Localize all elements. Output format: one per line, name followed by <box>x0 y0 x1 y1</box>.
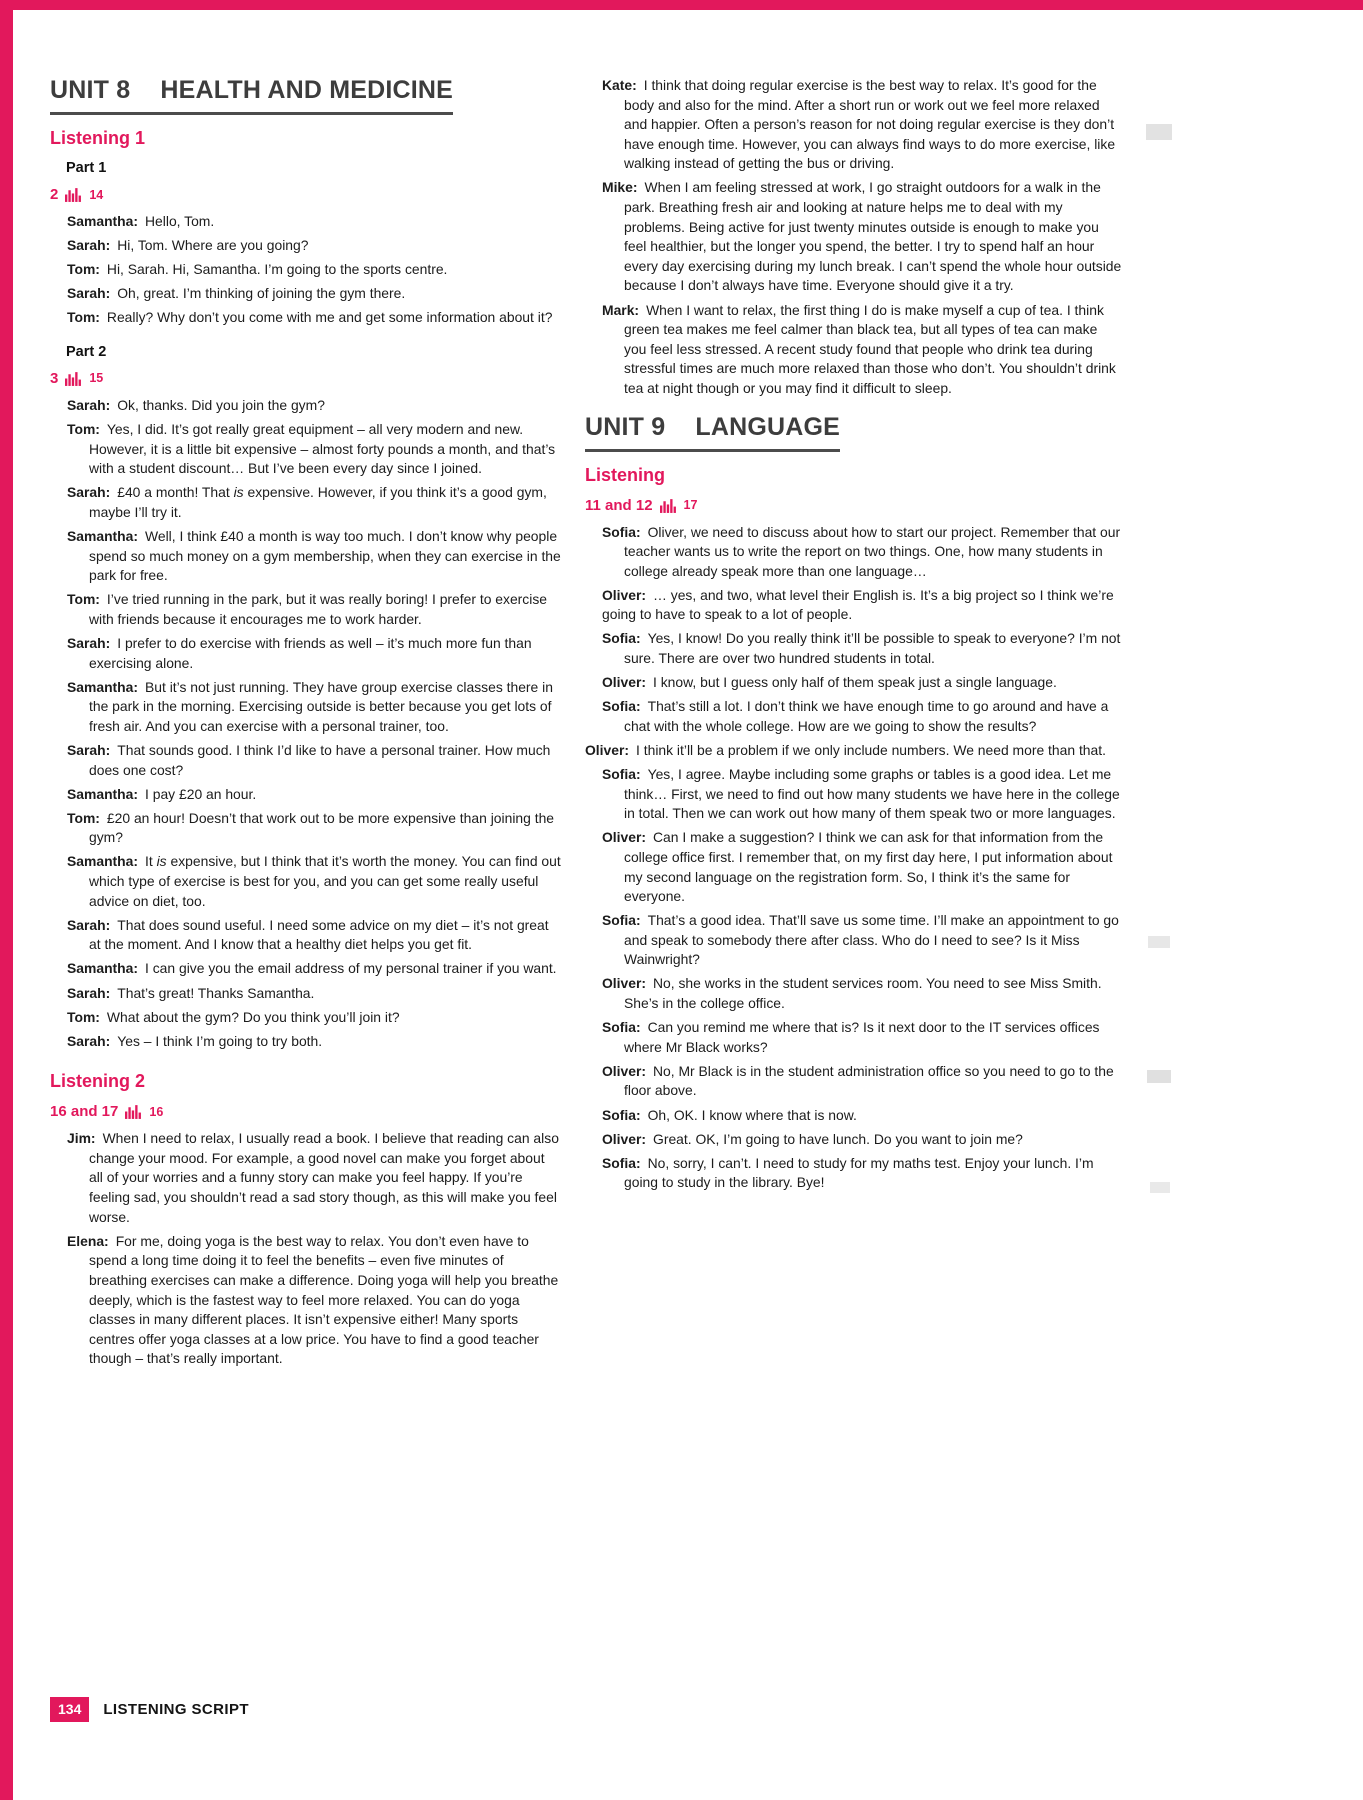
dialogue-line <box>67 741 562 780</box>
listening-heading: Listening 2 <box>50 1071 146 1092</box>
speaker-name: Oliver: <box>602 674 647 691</box>
dialogue-line <box>67 212 562 232</box>
dialogue-text: When I need to relax, I usually read a book. I believe that reading can also change your mood. For example, a good novel can make you forget about all of your worries and a funny story can make you feel happy. If you’re feeling sad, you shouldn’t read a sad story though, as this will make you feel worse. <box>89 1130 559 1225</box>
speaker-name: Samantha: <box>67 213 139 229</box>
dialogue-text: Hi, Sarah. Hi, Samantha. I’m going to the sports centre. <box>106 261 448 278</box>
speaker-name: Sarah: <box>67 237 111 254</box>
dialogue-line <box>602 301 1122 399</box>
dialogue-line <box>67 590 562 629</box>
speaker-name: Sofia: <box>602 630 641 647</box>
dialogue-text: I pay £20 an hour. <box>145 785 257 802</box>
dialogue-text: When I want to relax, the first thing I do is make myself a cup of tea. I think green tea makes me feel calmer than black tea, but all types of tea can make you feel less stressed. A recent study found that people who drink tea during stressful times are much more relaxed than those who don’t. You shouldn’t drink tea at night though or you may find it difficult to sleep. <box>624 301 1116 396</box>
dialogue-line <box>67 483 562 522</box>
dialogue-line <box>67 308 562 328</box>
dialogue-text: £40 a month! That is expensive. However, if you think it’s a good gym, maybe I’ll try it. <box>89 484 547 520</box>
speaker-name: Tom: <box>67 261 100 278</box>
exercise-number: 3 <box>50 369 59 387</box>
dialogue-line <box>67 678 562 737</box>
dialogue-line <box>602 1018 1122 1057</box>
dialogue-text: Oh, OK. I know where that is now. <box>647 1106 857 1123</box>
speaker-name: Sarah: <box>67 635 111 651</box>
dialogue-line <box>67 809 562 848</box>
speaker-name: Samantha: <box>67 960 139 977</box>
dialogue-line <box>602 1154 1122 1193</box>
page-edge-left-bar <box>0 0 13 1800</box>
audio-track-row <box>50 186 562 203</box>
speaker-name: Sofia: <box>602 698 641 715</box>
dialogue-line <box>602 697 1122 736</box>
speaker-name: Oliver: <box>585 741 630 758</box>
dialogue-text: I think it’ll be a problem if we only include numbers. We need more than that. <box>636 741 1106 758</box>
speaker-name: Sarah: <box>67 1032 111 1049</box>
dialogue-line <box>67 284 562 304</box>
speaker-name: Samantha: <box>67 785 139 802</box>
dialogue-line <box>67 959 562 979</box>
dialogue-line <box>602 586 1122 625</box>
speaker-name: Sarah: <box>67 484 111 501</box>
unit-heading <box>585 413 840 452</box>
dialogue-text: That does sound useful. I need some advice on my diet – it’s not great at the moment. And I know that a healthy diet helps you get fit. <box>89 916 549 953</box>
listening-heading: Listening <box>585 464 665 485</box>
dialogue-line <box>67 916 562 955</box>
dialogue-line <box>602 974 1122 1013</box>
speaker-name: Sarah: <box>67 984 111 1001</box>
dialogue-text: But it’s not just running. They have group exercise classes there in the park in the morning. Exercising outside is better because you get lots of fresh air. And you can exercise with a personal trainer, too. <box>89 678 553 734</box>
dialogue-text: Can I make a suggestion? I think we can ask for that information from the college office first. I remember that, on my first day here, I put information about my second language on the registration form. So, I think it’s the same for everyone. <box>624 829 1113 905</box>
dialogue-text: Really? Why don’t you come with me and get some information about it? <box>106 309 553 326</box>
speaker-name: Sofia: <box>602 1019 641 1036</box>
dialogue-line <box>602 1106 1122 1126</box>
footer-section-label: LISTENING SCRIPT <box>103 1700 249 1718</box>
audio-bars-icon <box>125 1104 142 1119</box>
audio-bars-icon <box>660 498 677 513</box>
speaker-name: Sarah: <box>67 396 111 413</box>
unit-number: UNIT 9 <box>585 412 666 441</box>
part-heading: Part 1 <box>66 160 107 176</box>
page-number-badge: 134 <box>50 1697 89 1722</box>
dialogue-text: No, she works in the student services room. You need to see Miss Smith. She’s in the college office. <box>624 975 1102 1012</box>
dialogue-line <box>602 911 1122 970</box>
dialogue-text: … yes, and two, what level their English is. It’s a big project so I think we’re going to have to speak to a lot of people. <box>602 586 1114 623</box>
dialogue-line <box>67 1232 562 1369</box>
speaker-name: Sofia: <box>602 912 641 929</box>
dialogue-text: Ok, thanks. Did you join the gym? <box>117 396 325 413</box>
audio-track-row <box>50 1103 562 1120</box>
dialogue-text: I prefer to do exercise with friends as well – it’s much more fun than exercising alone. <box>89 635 532 671</box>
audio-bars-icon <box>65 187 82 202</box>
dialogue-line <box>67 785 562 805</box>
dialogue-line <box>585 741 1122 761</box>
dialogue-line <box>67 984 562 1004</box>
speaker-name: Mike: <box>602 179 638 196</box>
dialogue-text: No, Mr Black is in the student administration office so you need to go to the floor above. <box>624 1062 1114 1099</box>
speaker-name: Tom: <box>67 809 100 826</box>
speaker-name: Sofia: <box>602 1106 641 1123</box>
dialogue-line <box>67 634 562 673</box>
dialogue-line <box>67 527 562 586</box>
dialogue-text: That’s a good idea. That’ll save us some time. I’ll make an appointment to go and speak to somebody there after class. Who do I need to see? Is it Miss Wainwright? <box>624 912 1119 968</box>
dialogue-text: Yes, I did. It’s got really great equipment – all very modern and new. However, it is a little bit expensive – almost forty pounds a month, and that’s with a student discount… But I’ve been every day since I joined. <box>89 421 556 477</box>
speaker-name: Tom: <box>67 591 100 608</box>
dialogue-line <box>67 236 562 256</box>
dialogue-line <box>67 420 562 479</box>
dialogue-text: That’s great! Thanks Samantha. <box>117 984 315 1001</box>
dialogue-line <box>602 523 1122 582</box>
speaker-name: Tom: <box>67 421 100 438</box>
exercise-number: 16 and 17 <box>50 1103 119 1121</box>
dialogue-text: Great. OK, I’m going to have lunch. Do you want to join me? <box>653 1130 1023 1147</box>
dialogue-text: That sounds good. I think I’d like to have a personal trainer. How much does one cost? <box>89 741 551 778</box>
dialogue-line <box>67 396 562 416</box>
dialogue-line <box>67 260 562 280</box>
track-number: 16 <box>149 1104 164 1119</box>
speaker-name: Sarah: <box>67 916 111 933</box>
dialogue-line <box>67 1008 562 1028</box>
speaker-name: Jim: <box>67 1130 96 1147</box>
speaker-name: Tom: <box>67 309 100 326</box>
part-heading: Part 2 <box>66 343 107 360</box>
dialogue-text: I know, but I guess only half of them speak just a single language. <box>653 674 1057 691</box>
scan-artifact <box>1147 1070 1171 1083</box>
speaker-name: Sofia: <box>602 766 641 783</box>
speaker-name: Samantha: <box>67 853 139 870</box>
dialogue-line <box>67 1129 562 1227</box>
dialogue-text: Hi, Tom. Where are you going? <box>117 237 309 254</box>
dialogue-text: Yes, I agree. Maybe including some graphs or tables is a good idea. Let me think… First, we need to find out how many students we have here in the college in total. Then we can work out how many of them speak two or more languages. <box>624 766 1120 822</box>
speaker-name: Oliver: <box>602 829 647 846</box>
speaker-name: Samantha: <box>67 528 139 545</box>
dialogue-line <box>602 76 1122 174</box>
unit-heading <box>50 76 453 115</box>
page-footer <box>50 1697 249 1722</box>
dialogue-line <box>602 178 1122 296</box>
dialogue-text: Oliver, we need to discuss about how to start our project. Remember that our teacher wants us to write the report on two things. One, how many students in college already speak more than one language… <box>624 523 1121 579</box>
dialogue-text: Oh, great. I’m thinking of joining the gym there. <box>117 285 406 302</box>
track-number: 15 <box>89 371 104 386</box>
dialogue-text: I think that doing regular exercise is the best way to relax. It’s good for the body and also for the mind. After a short run or work out we feel more relaxed and happier. Often a person’s reason for not doing regular exercise is they don’t have enough time. However, you can always find ways to do more exercise, like walking instead of getting the bus or driving. <box>624 77 1116 172</box>
track-number: 14 <box>89 187 104 202</box>
dialogue-text: For me, doing yoga is the best way to relax. You don’t even have to spend a long time doing it to feel the benefits – even five minutes of breathing exercises can make a difference. Doing yoga will help you breathe deeply, which is the fastest way to feel more relaxed. You can do yoga classes in many different places. It isn’t expensive either! Many sports centres offer yoga classes at a low price. You have to find a good teacher though – that’s really important. <box>89 1232 559 1367</box>
dialogue-text: I can give you the email address of my personal trainer if you want. <box>145 960 557 977</box>
dialogue-line <box>602 629 1122 668</box>
audio-track-row <box>50 370 562 387</box>
speaker-name: Sofia: <box>602 1154 641 1171</box>
dialogue-text: £20 an hour! Doesn’t that work out to be more expensive than joining the gym? <box>89 809 555 846</box>
dialogue-text: Yes, I know! Do you really think it’ll be possible to speak to everyone? I’m not sure. There are over two hundred students in total. <box>624 630 1121 667</box>
speaker-name: Tom: <box>67 1008 100 1025</box>
audio-track-row <box>585 497 1122 514</box>
speaker-name: Mark: <box>602 301 640 318</box>
scan-artifact <box>1146 124 1172 140</box>
dialogue-text: Well, I think £40 a month is way too much. I don’t know why people spend so much money on a gym membership, when they can exercise in the park for free. <box>89 528 561 584</box>
speaker-name: Oliver: <box>602 1062 647 1079</box>
speaker-name: Kate: <box>602 77 637 93</box>
speaker-name: Samantha: <box>67 678 139 695</box>
dialogue-line <box>602 1130 1122 1150</box>
scan-artifact <box>1148 936 1170 948</box>
exercise-number: 2 <box>50 186 59 203</box>
dialogue-line <box>602 673 1122 693</box>
dialogue-line <box>67 852 562 911</box>
speaker-name: Sarah: <box>67 741 111 758</box>
dialogue-line <box>602 828 1122 906</box>
dialogue-text: Yes – I think I’m going to try both. <box>117 1032 323 1049</box>
exercise-number: 11 and 12 <box>585 496 653 514</box>
speaker-name: Oliver: <box>602 975 647 992</box>
dialogue-text: I’ve tried running in the park, but it was really boring! I prefer to exercise with friends because it encourages me to work harder. <box>89 591 548 627</box>
dialogue-text: What about the gym? Do you think you’ll join it? <box>106 1008 400 1025</box>
speaker-name: Sofia: <box>602 523 641 540</box>
dialogue-line <box>602 1062 1122 1101</box>
page-edge-top-bar <box>0 0 1363 10</box>
dialogue-line <box>602 765 1122 824</box>
dialogue-text: Hello, Tom. <box>145 213 215 229</box>
dialogue-text: When I am feeling stressed at work, I go straight outdoors for a walk in the park. Breathing fresh air and looking at nature helps me to deal with my problems. Being active for just twenty minutes outside is enough to make you feel healthier, but the longer you spend, the better. I try to spend half an hour every day exercising during my lunch break. I can’t spend the whole hour outside because I don’t always have time. Everyone should give it a try. <box>624 179 1122 294</box>
audio-bars-icon <box>65 371 82 386</box>
speaker-name: Oliver: <box>602 1130 647 1147</box>
dialogue-line <box>67 1032 562 1052</box>
scan-artifact <box>1150 1182 1170 1193</box>
listening-heading: Listening 1 <box>50 128 146 148</box>
speaker-name: Oliver: <box>602 586 647 603</box>
dialogue-text: It is expensive, but I think that it’s worth the money. You can find out which type of exercise is best for you, and you can get some really useful advice on diet, too. <box>89 853 561 909</box>
unit-number: UNIT 8 <box>50 76 131 104</box>
unit-name: HEALTH AND MEDICINE <box>160 76 454 104</box>
dialogue-text: That’s still a lot. I don’t think we have enough time to go around and have a chat with the whole college. How are we going to show the results? <box>624 698 1109 734</box>
speaker-name: Elena: <box>67 1232 109 1249</box>
left-column <box>50 76 562 1373</box>
unit-name: LANGUAGE <box>695 412 841 441</box>
dialogue-text: Can you remind me where that is? Is it next door to the IT services offices where Mr Black works? <box>624 1019 1100 1055</box>
track-number: 17 <box>683 498 698 512</box>
dialogue-text: No, sorry, I can’t. I need to study for my maths test. Enjoy your lunch. I’m going to study in the library. Bye! <box>624 1154 1094 1191</box>
right-column <box>585 76 1122 1197</box>
speaker-name: Sarah: <box>67 285 111 302</box>
